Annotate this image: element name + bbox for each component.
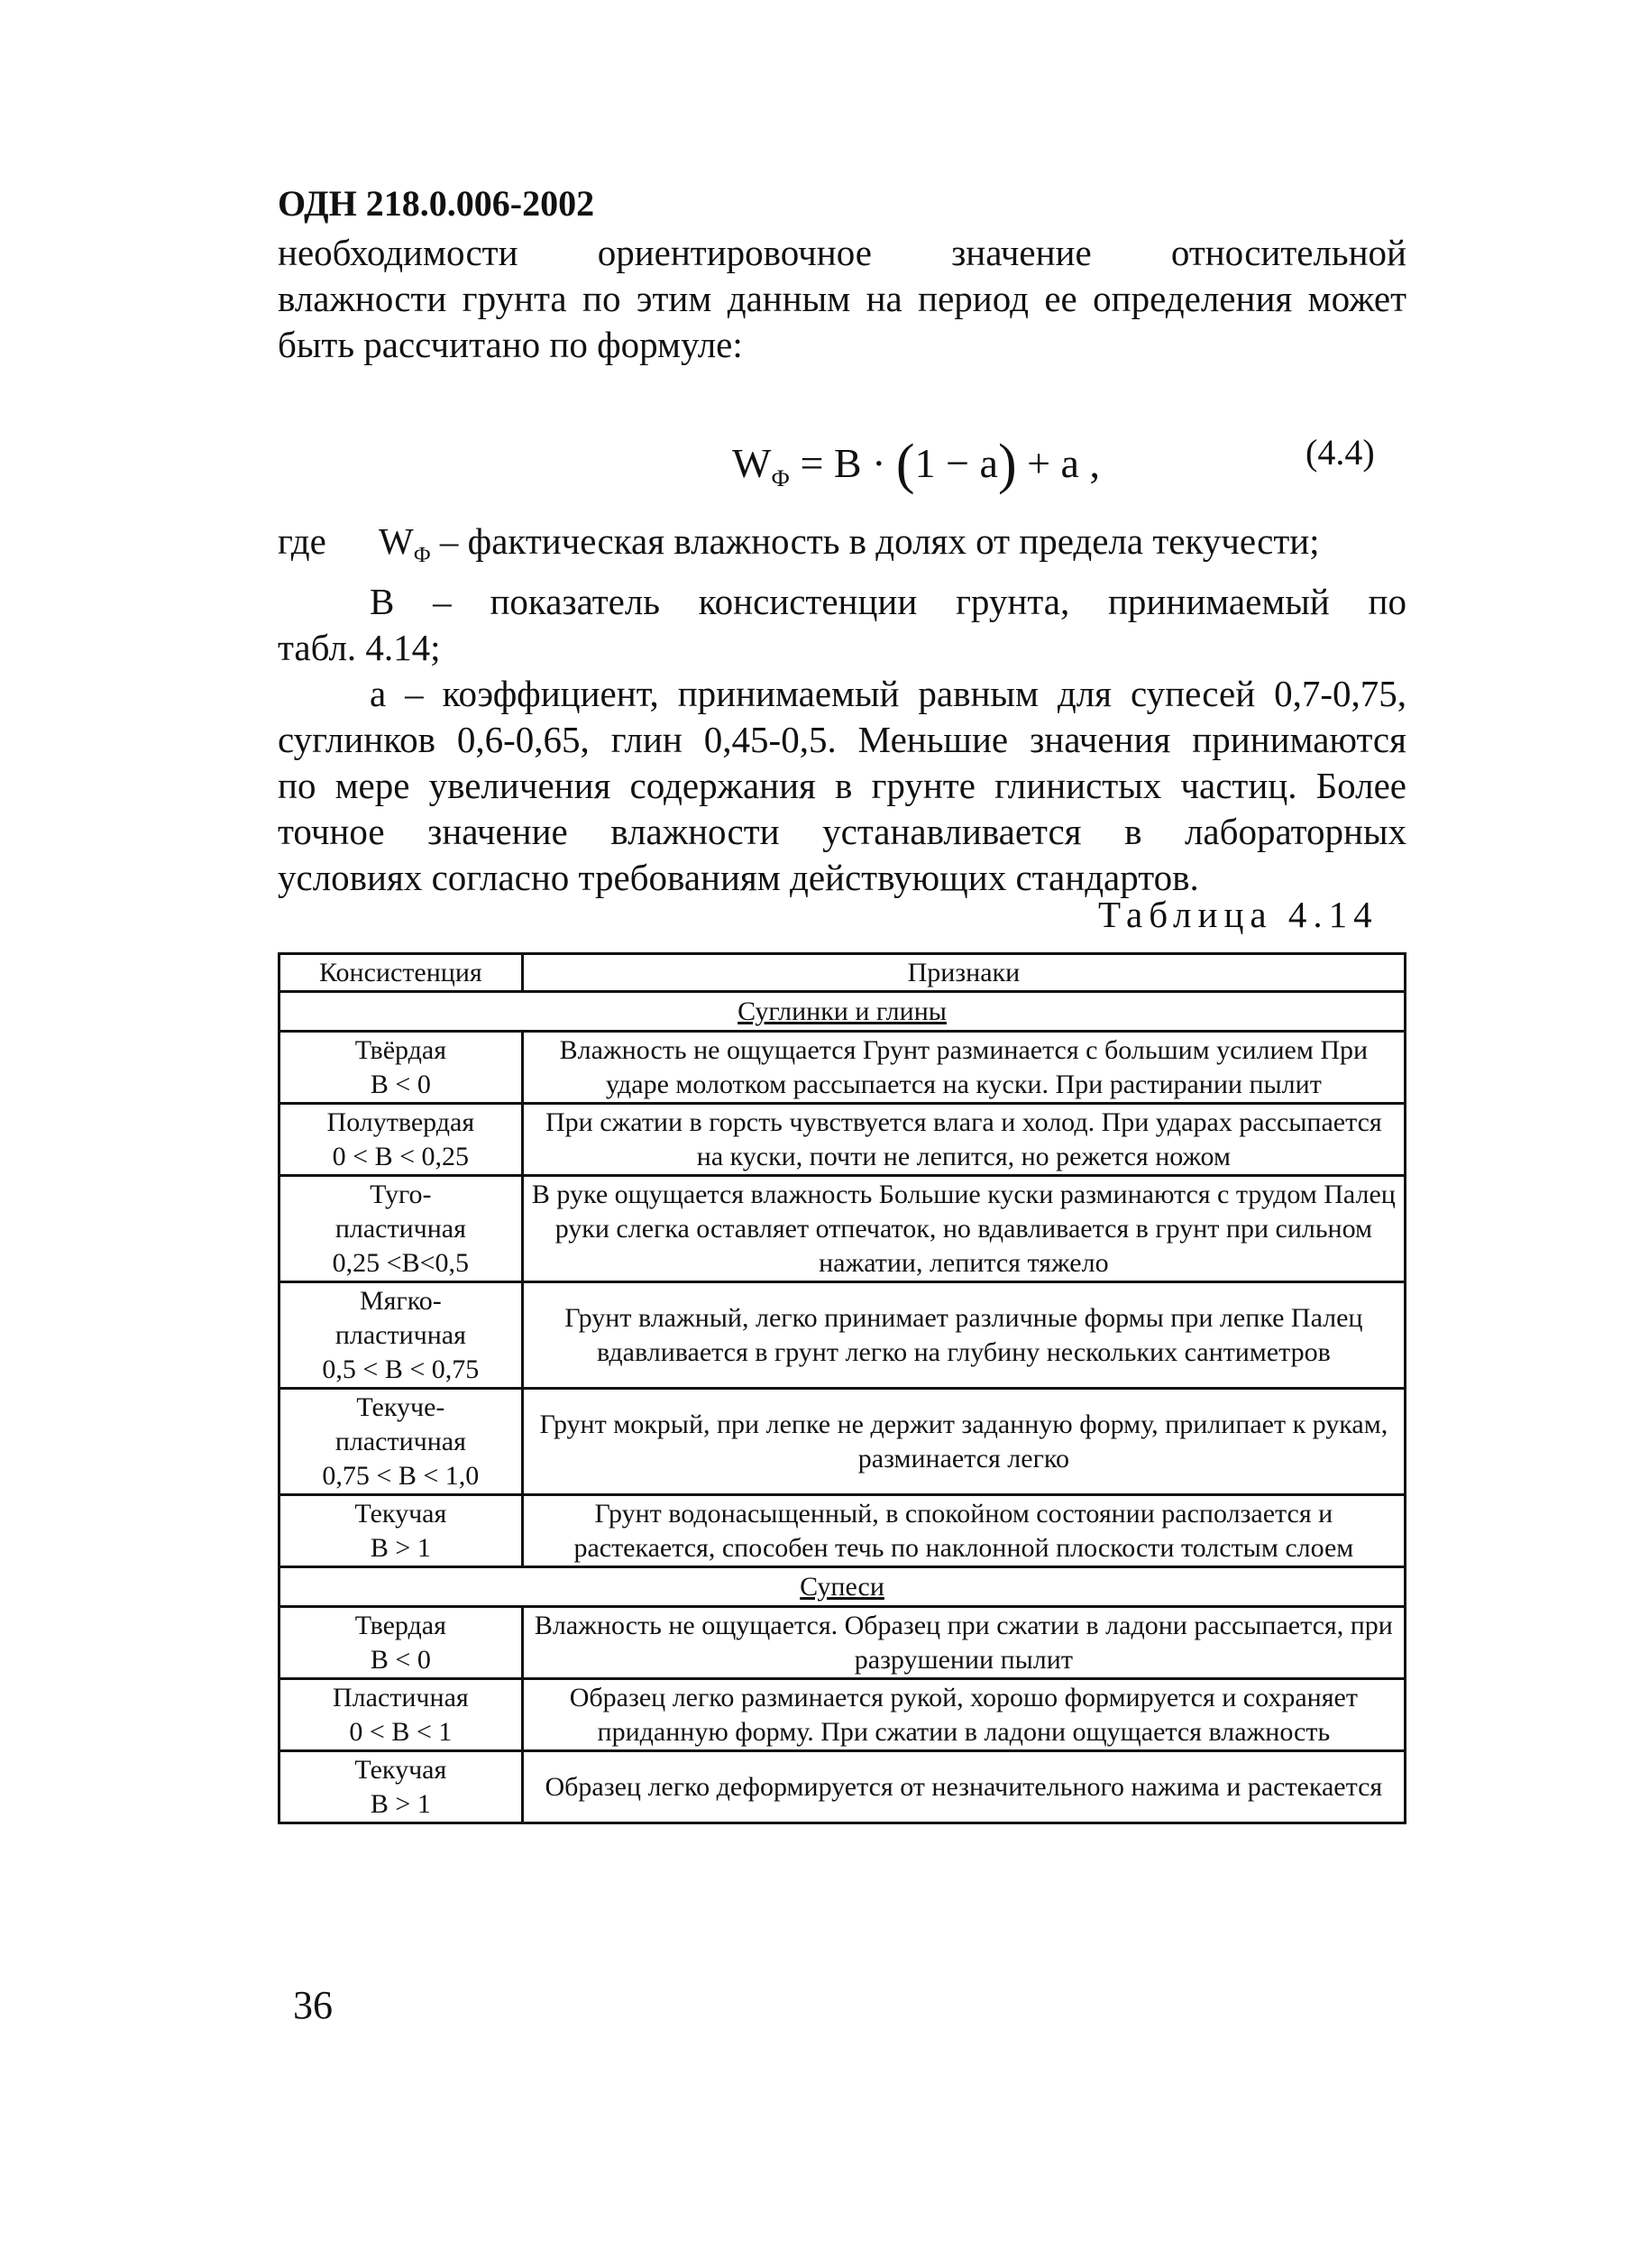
header-consistency: Консистенция (279, 954, 523, 992)
intro-line: необходимости ориентировочное значение относительной (278, 232, 1406, 273)
signs-cell: Грунт водонасыщенный, в спокойном состоянии расползается и растекается, способен течь по наклонной плоскости толстым слоем (522, 1495, 1405, 1567)
formula-rest-b: + a (1016, 440, 1079, 486)
consistency-cell: Мягко- пластичная 0,5 < B < 0,75 (279, 1282, 523, 1389)
formula-open-paren: ( (895, 434, 915, 495)
signs-cell: При сжатии в горсть чувствуется влага и холод. При ударах рассыпается на куски, почти не лепится, но режется ножом (522, 1104, 1405, 1176)
signs-cell: Грунт мокрый, при лепке не держит заданную форму, прилипает к рукам, разминается легко (522, 1389, 1405, 1495)
consistency-cell: Текучая B > 1 (279, 1751, 523, 1823)
where-label: где (278, 520, 326, 562)
formula-rest-a: = B · (789, 440, 896, 486)
formula-w-sub: Ф (771, 465, 790, 492)
def-w-sub: Ф (413, 544, 431, 568)
document-code: ОДН 218.0.006-2002 (278, 183, 595, 224)
consistency-cell: Пластичная 0 < B < 1 (279, 1679, 523, 1751)
consistency-cell: Туго- пластичная 0,25 <B<0,5 (279, 1176, 523, 1282)
signs-cell: Образец легко деформируется от незначительного нажима и растекается (522, 1751, 1405, 1823)
table-row (279, 1751, 1406, 1823)
formula-close-paren: ) (997, 434, 1017, 495)
section-row (279, 1567, 1406, 1607)
section-title: Супеси (279, 1567, 1406, 1607)
def-w-symbol: W (379, 520, 414, 562)
table-row (279, 1389, 1406, 1495)
intro-line: быть рассчитано по формуле: (278, 324, 743, 365)
signs-cell: Влажность не ощущается Грунт разминается с большим усилием При ударе молотком рассыпается на куски. При растирании пылит (522, 1032, 1405, 1104)
definition-b: B – показатель консистенции грунта, принимаемый по (370, 581, 1406, 623)
definitions (278, 519, 1406, 901)
formula-number: (4.4) (1306, 432, 1375, 473)
definition-b-cont: табл. 4.14; (278, 627, 441, 669)
section-title: Суглинки и глины (279, 992, 1406, 1032)
table-row (279, 1495, 1406, 1567)
definition-w (278, 519, 1406, 579)
table-caption: Таблица 4.14 (1098, 894, 1379, 935)
table-row (279, 1176, 1406, 1282)
consistency-cell: Твердая B < 0 (279, 1607, 523, 1679)
definition-a-line: условиях согласно требованиям действующих стандартов. (278, 857, 1199, 899)
table-row (279, 1679, 1406, 1751)
table-row (279, 1282, 1406, 1389)
signs-cell: В руке ощущается влажность Большие куски разминаются с трудом Палец руки слегка оставляет отпечаток, но вдавливается в грунт при сильном нажатии, лепится тяжело (522, 1176, 1405, 1282)
definition-a-line: a – коэффициент, принимаемый равным для супесей 0,7-0,75, (370, 673, 1406, 715)
signs-cell: Образец легко разминается рукой, хорошо формируется и сохраняет приданную форму. При сжатии в ладони ощущается влажность (522, 1679, 1405, 1751)
section-row (279, 992, 1406, 1032)
formula-comma: , (1078, 440, 1100, 486)
consistency-table (278, 952, 1406, 1824)
consistency-cell: Текуче- пластичная 0,75 < B < 1,0 (279, 1389, 523, 1495)
consistency-cell: Твёрдая B < 0 (279, 1032, 523, 1104)
formula-inner: 1 − a (914, 440, 998, 486)
consistency-cell: Текучая B > 1 (279, 1495, 523, 1567)
intro-line: влажности грунта по этим данным на период ее определения может (278, 278, 1406, 319)
signs-cell: Грунт влажный, легко принимает различные формы при лепке Палец вдавливается в грунт легко на глубину нескольких сантиметров (522, 1282, 1405, 1389)
consistency-cell: Полутвердая 0 < B < 0,25 (279, 1104, 523, 1176)
formula (732, 433, 1100, 497)
intro-paragraph (278, 230, 1406, 368)
table-header-row (279, 954, 1406, 992)
header-signs: Признаки (522, 954, 1405, 992)
formula-w: W (732, 440, 772, 486)
table-row (279, 1607, 1406, 1679)
def-w-text: – фактическая влажность в долях от предела текучести; (430, 520, 1320, 562)
definition-a-line: точное значение влажности устанавливается в лабораторных (278, 811, 1406, 853)
table-row (279, 1032, 1406, 1104)
signs-cell: Влажность не ощущается. Образец при сжатии в ладони рассыпается, при разрушении пылит (522, 1607, 1405, 1679)
definition-a-line: по мере увеличения содержания в грунте глинистых частиц. Более (278, 765, 1406, 807)
definition-a-line: суглинков 0,6-0,65, глин 0,45-0,5. Меньшие значения принимаются (278, 719, 1406, 761)
page-number: 36 (293, 1983, 333, 2027)
table-row (279, 1104, 1406, 1176)
